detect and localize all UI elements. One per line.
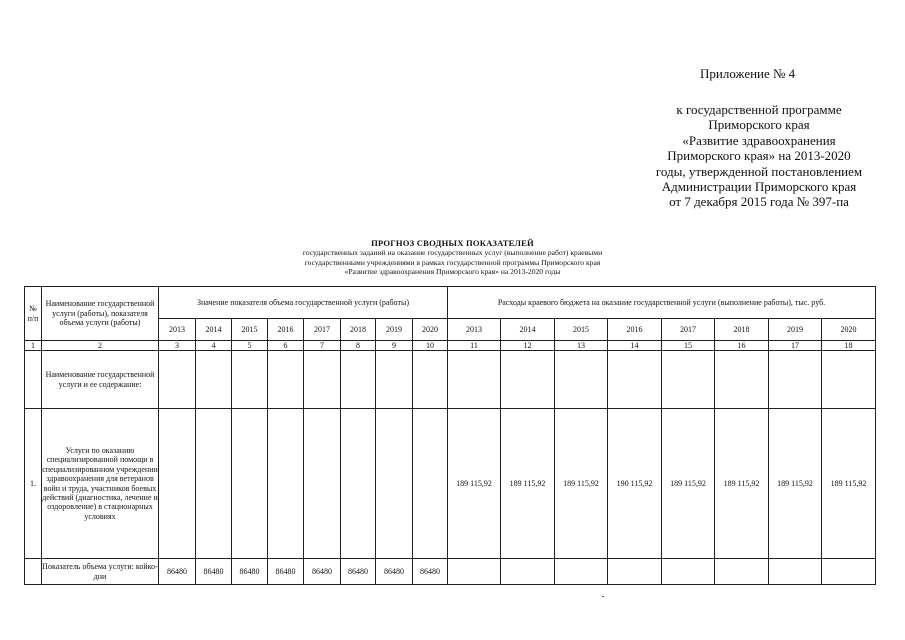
year-header: 2017 [662,319,715,341]
column-number: 6 [268,341,304,351]
year-header: 2019 [376,319,413,341]
indicator-name: Показатель объема услуги: койко-дни [42,559,159,585]
scan-mark [602,596,604,597]
service-number: 1. [25,409,42,559]
column-number: 5 [232,341,268,351]
service-header-row [25,351,876,409]
expense-value: 190 115,92 [608,409,662,559]
volume-value: 86480 [304,559,341,585]
column-number: 17 [769,341,822,351]
year-header: 2014 [196,319,232,341]
column-number: 7 [304,341,341,351]
column-number: 12 [501,341,555,351]
approval-line: «Развитие здравоохранения [682,132,836,148]
volume-value: 86480 [413,559,448,585]
column-number: 2 [42,341,159,351]
approval-line: годы, утвержденной постановлением [655,163,863,179]
column-number: 18 [822,341,876,351]
appendix-label: Приложение № 4 [700,66,796,81]
column-number: 1 [25,341,42,351]
volume-value: 86480 [159,559,196,585]
header-row-groups [25,287,876,319]
document-subtitle-line: государственных заданий на оказание государственных услуг (выполнение работ) краевыми [302,248,603,257]
year-header: 2018 [715,319,769,341]
approval-line: к государственной программе [676,102,842,117]
year-header: 2013 [448,319,501,341]
volume-value: 86480 [268,559,304,585]
year-header: 2019 [769,319,822,341]
column-number: 9 [376,341,413,351]
year-header: 2020 [822,319,876,341]
expense-value: 189 115,92 [715,409,769,559]
header-service-name: Наименование государственной услуги (работы), показателя объема услуги (работы) [42,287,159,341]
expense-value: 189 115,92 [769,409,822,559]
document-title-block [0,238,905,277]
column-number: 4 [196,341,232,351]
column-number: 15 [662,341,715,351]
column-number: 16 [715,341,769,351]
header-expense-group: Расходы краевого бюджета на оказание государственной услуги (выполнение работы), тыс. руб. [448,287,876,319]
indicators-table [24,286,876,585]
approval-line: от 7 декабря 2015 года № 397-па [669,194,849,210]
volume-value: 86480 [232,559,268,585]
expense-value: 189 115,92 [448,409,501,559]
year-header: 2015 [555,319,608,341]
document-subtitle-line: государственными учреждениями в рамках государственной программы Приморского края [304,257,601,267]
approval-block [640,102,878,210]
column-number: 11 [448,341,501,351]
expense-value: 189 115,92 [501,409,555,559]
approval-line: Администрации Приморского края [661,179,857,195]
expense-value: 189 115,92 [822,409,876,559]
year-header: 2014 [501,319,555,341]
year-header: 2018 [341,319,376,341]
service-row [25,409,876,559]
approval-line: Приморского края» на 2013-2020 [667,148,851,164]
year-header: 2015 [232,319,268,341]
column-number: 13 [555,341,608,351]
header-number: № п/п [25,287,42,341]
approval-line: Приморского края [708,117,810,133]
column-number-row [25,341,876,351]
service-header-label: Наименование государственной услуги и ее содержание: [42,351,159,409]
year-header: 2013 [159,319,196,341]
column-number: 10 [413,341,448,351]
column-number: 8 [341,341,376,351]
volume-value: 86480 [376,559,413,585]
column-number: 14 [608,341,662,351]
year-header: 2020 [413,319,448,341]
volume-value: 86480 [341,559,376,585]
year-header: 2017 [304,319,341,341]
year-header: 2016 [268,319,304,341]
expense-value: 189 115,92 [555,409,608,559]
column-number: 3 [159,341,196,351]
expense-value: 189 115,92 [662,409,715,559]
indicator-row [25,559,876,585]
document-title: ПРОГНОЗ СВОДНЫХ ПОКАЗАТЕЛЕЙ [371,238,534,248]
volume-value: 86480 [196,559,232,585]
year-header: 2016 [608,319,662,341]
document-subtitle-line: «Развитие здравоохранения Приморского края» на 2013-2020 годы [344,267,561,277]
service-name: Услуги по оказанию специализированной помощи в специализированном учреждении здравоохранения для ветеранов войн и труда, участников боевых действий (диагностика, лечение и оздоровление) в стационарных условиях [42,409,159,559]
header-volume-group: Значение показателя объема государственной услуги (работы) [159,287,448,319]
